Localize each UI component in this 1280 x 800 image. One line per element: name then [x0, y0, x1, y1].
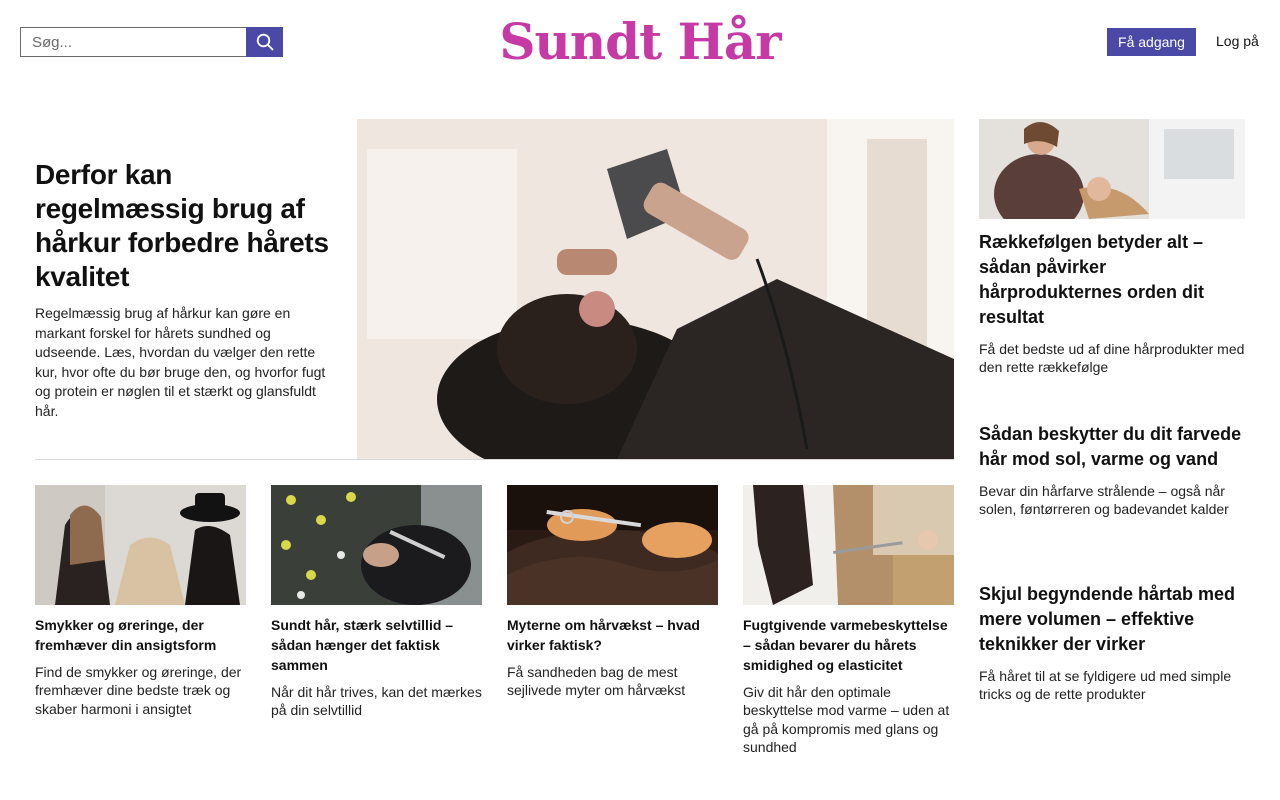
- article-card: [35, 485, 246, 718]
- card-image[interactable]: [743, 485, 954, 605]
- card-image[interactable]: [35, 485, 246, 605]
- card-title[interactable]: Myterne om hårvækst – hvad virker faktisk?: [507, 617, 700, 653]
- hero-description: Regelmæssig brug af hårkur kan gøre en markant forskel for hårets sundhed og udseende. Læs, hvordan du vælger den rette kur, hvor ofte du bør bruge den, og hvorfor fugt og protein er nøglen til et stærkt og glansfuldt hår.: [35, 305, 326, 419]
- side-article-description: Få håret til at se fyldigere ud med simple tricks og de rette produkter: [979, 668, 1232, 702]
- side-article: [979, 582, 1245, 703]
- article-card: [271, 485, 482, 720]
- side-article-title[interactable]: Rækkefølgen betyder alt – sådan påvirker hårprodukternes orden dit resultat: [979, 232, 1205, 327]
- hero-title[interactable]: Derfor kan regelmæssig brug af hårkur forbedre hårets kvalitet: [35, 159, 329, 292]
- get-access-button[interactable]: Få adgang: [1107, 28, 1196, 56]
- hero-article: [35, 158, 340, 422]
- site-header: [0, 0, 1280, 90]
- card-title[interactable]: Smykker og øreringe, der fremhæver din ansigtsform: [35, 617, 217, 653]
- side-article-description: Bevar din hårfarve strålende – også når solen, føntørreren og badevandet kalder: [979, 483, 1229, 517]
- card-title[interactable]: Fugtgivende varmebeskyttelse – sådan bevarer du hårets smidighed og elasticitet: [743, 617, 948, 673]
- card-image[interactable]: [507, 485, 718, 605]
- side-article: [979, 119, 1245, 376]
- hero-image[interactable]: [357, 119, 954, 459]
- login-link[interactable]: Log på: [1216, 33, 1259, 49]
- site-logo[interactable]: Sundt Hår: [499, 12, 781, 71]
- article-card: [507, 485, 718, 700]
- side-article-title[interactable]: Skjul begyndende hårtab med mere volumen – effektive teknikker der virker: [979, 584, 1236, 654]
- card-description: Giv dit hår den optimale beskyttelse mod varme – uden at gå på kompromis med glans og sundhed: [743, 684, 950, 756]
- card-description: Når dit hår trives, kan det mærkes på din selvtillid: [271, 684, 482, 719]
- card-description: Find de smykker og øreringe, der fremhæver dine bedste træk og skaber harmoni i ansigtet: [35, 664, 242, 717]
- side-article-description: Få det bedste ud af dine hårprodukter med den rette rækkefølge: [979, 341, 1245, 375]
- card-title[interactable]: Sundt hår, stærk selvtillid – sådan hænger det faktisk sammen: [271, 617, 454, 673]
- side-article: [979, 422, 1245, 518]
- side-article-title[interactable]: Sådan beskytter du dit farvede hår mod sol, varme og vand: [979, 424, 1242, 469]
- article-card: [743, 485, 954, 757]
- hero-divider: [35, 459, 954, 460]
- card-description: Få sandheden bag de mest sejlivede myter om hårvækst: [507, 664, 686, 699]
- side-article-image[interactable]: [979, 119, 1245, 219]
- card-image[interactable]: [271, 485, 482, 605]
